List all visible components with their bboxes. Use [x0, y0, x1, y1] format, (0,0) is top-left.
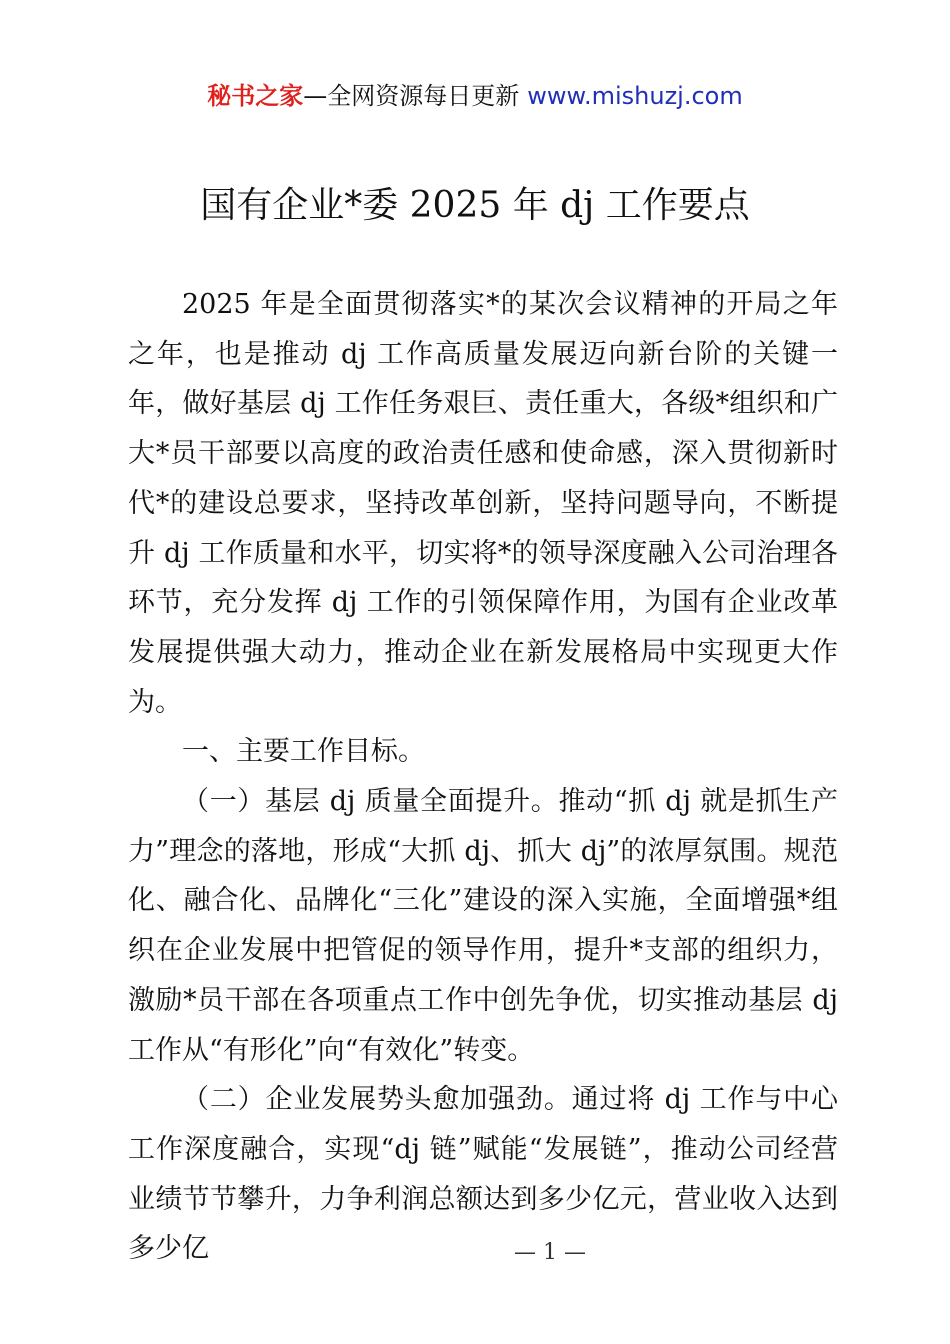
intro-paragraph: 2025 年是全面贯彻落实*的某次会议精神的开局之年之年，也是推动 dj 工作高质量发展迈向新台阶的关键一年，做好基层 dj 工作任务艰巨、责任重大，各级*组织和广大*员干部要以高度的政治责任感和使命感，深入贯彻新时代*的建设总要求，坚持改革创新，坚持问题导向，不断提升 dj 工作质量和水平，切实将*的领导深度融入公司治理各环节，充分发挥 dj 工作的引领保障作用，为国有企业改革发展提供强大动力，推动企业在新发展格局中实现更大作为。 — [128, 289, 838, 718]
page-number-wrapper — [0, 1238, 950, 1268]
section-heading: 一、主要工作目标。 — [182, 736, 425, 768]
document-body — [128, 280, 838, 1274]
site-url-link[interactable]: www.mishuzj.com — [527, 82, 743, 110]
brand-name: 秘书之家 — [207, 82, 304, 110]
site-banner — [0, 80, 950, 112]
banner-tagline: —全网资源每日更新 — [303, 82, 520, 110]
body-paragraph: （二）企业发展势头愈加强劲。通过将 dj 工作与中心工作深度融合，实现“dj 链”赋能“发展链”，推动公司经营业绩节节攀升，力争利润总额达到多少亿元，营业收入达到多少亿 — [128, 1084, 838, 1265]
document-title: 国有企业*委 2025 年 dj 工作要点 — [200, 185, 750, 226]
body-paragraph: （一）基层 dj 质量全面提升。推动“抓 dj 就是抓生产力”理念的落地，形成“大抓 dj、抓大 dj”的浓厚氛围。规范化、融合化、品牌化“三化”建设的深入实施，全面增强*组织在企业发展中把管促的领导作用，提升*支部的组织力，激励*员干部在各项重点工作中创先争优，切实推动基层 dj 工作从“有形化”向“有效化”转变。 — [128, 786, 838, 1066]
page-number: — 1 — — [514, 1240, 586, 1265]
